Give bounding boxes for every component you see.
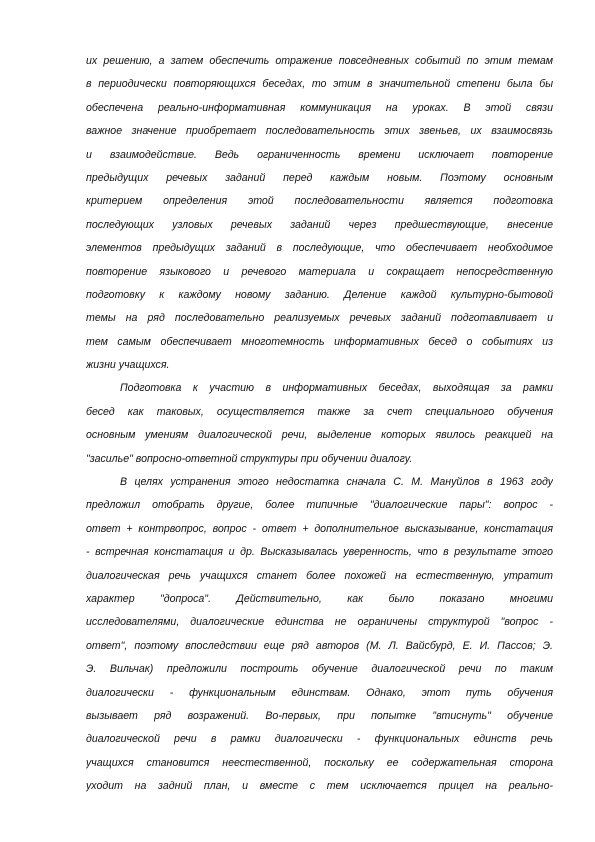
paragraph-first-line: В целях устранения этого недостатка сначала С. М. Мануйлов в 1963 году [120,476,553,489]
text-line: основным умениям диалогической речи, выделение которых явилось реакцией на [86,429,553,442]
text-line: Э. Вильчак) предложили построить обучение диалогической речи по таким [86,663,553,676]
text-line: учащихся становится неестественной, поскольку ее содержательная сторона [86,756,553,769]
text-line: исследователями, диалогические единства не ограничены структурой "вопрос - [86,616,553,629]
text-line: последующих узловых речевых заданий через предшествующие, внесение [86,218,553,231]
text-line: предыдущих речевых заданий перед каждым новым. Поэтому основным [86,171,553,184]
text-line: вызывает ряд возражений. Во-первых, при попытке "втиснуть" обучение [86,709,553,722]
text-line: важное значение приобретает последовательность этих звеньев, их взаимосвязь [86,125,553,138]
text-line: уходит на задний план, и вместе с тем исключается прицел на реально- [86,780,553,793]
text-line: подготовку к каждому новому заданию. Деление каждой культурно-бытовой [86,288,553,301]
text-line: их решению, а затем обеспечить отражение повседневных событий по этим темам [86,55,553,67]
text-line: предложил отобрать другие, более типичные "диалогические пары": вопрос - [86,499,553,512]
text-line: ответ + контрвопрос, вопрос - ответ + дополнительное высказывание, констатация [86,522,553,535]
text-line: диалогической речи в рамки диалогически - функциональных единств речь [86,733,553,746]
text-line: диалогически - функциональным единствам. Однако, этот путь обучения [86,686,553,699]
text-line: бесед как таковых, осуществляется также за счет специального обучения [86,405,553,418]
text-line: диалогическая речь учащихся станет более похожей на естественную, утратит [86,569,553,582]
text-line: "засилье" вопросно-ответной структуры при обучении диалогу. [86,452,413,465]
document-page [86,50,553,799]
text-line: ответ", поэтому впоследствии еще ряд авторов (М. Л. Вайсбурд, Е. И. Пассов; Э. [86,639,553,652]
paragraph-first-line: Подготовка к участию в информативных беседах, выходящая за рамки [120,382,553,395]
text-line: и взаимодействие. Ведь ограниченность времени исключает повторение [86,148,553,161]
text-line: критерием определения этой последовательности является подготовка [86,195,553,208]
text-line: элементов предыдущих заданий в последующие, что обеспечивает необходимое [86,242,553,255]
text-line: - встречная констатация и др. Высказывалась уверенность, что в результате этого [86,546,553,559]
text-line: в периодически повторяющихся беседах, то этим в значительной степени была бы [86,78,553,91]
text-line: обеспечена реально-информативная коммуникация на уроках. В этой связи [86,101,553,114]
text-line: темы на ряд последовательно реализуемых речевых заданий подготавливает и [86,312,553,325]
text-line: повторение языкового и речевого материала и сокращает непосредственную [86,265,553,278]
text-line: жизни учащихся. [86,359,170,372]
text-line: характер "допроса". Действительно, как было показано многими [86,592,553,605]
text-line: тем самым обеспечивает многотемность информативных бесед о событиях из [86,335,553,348]
